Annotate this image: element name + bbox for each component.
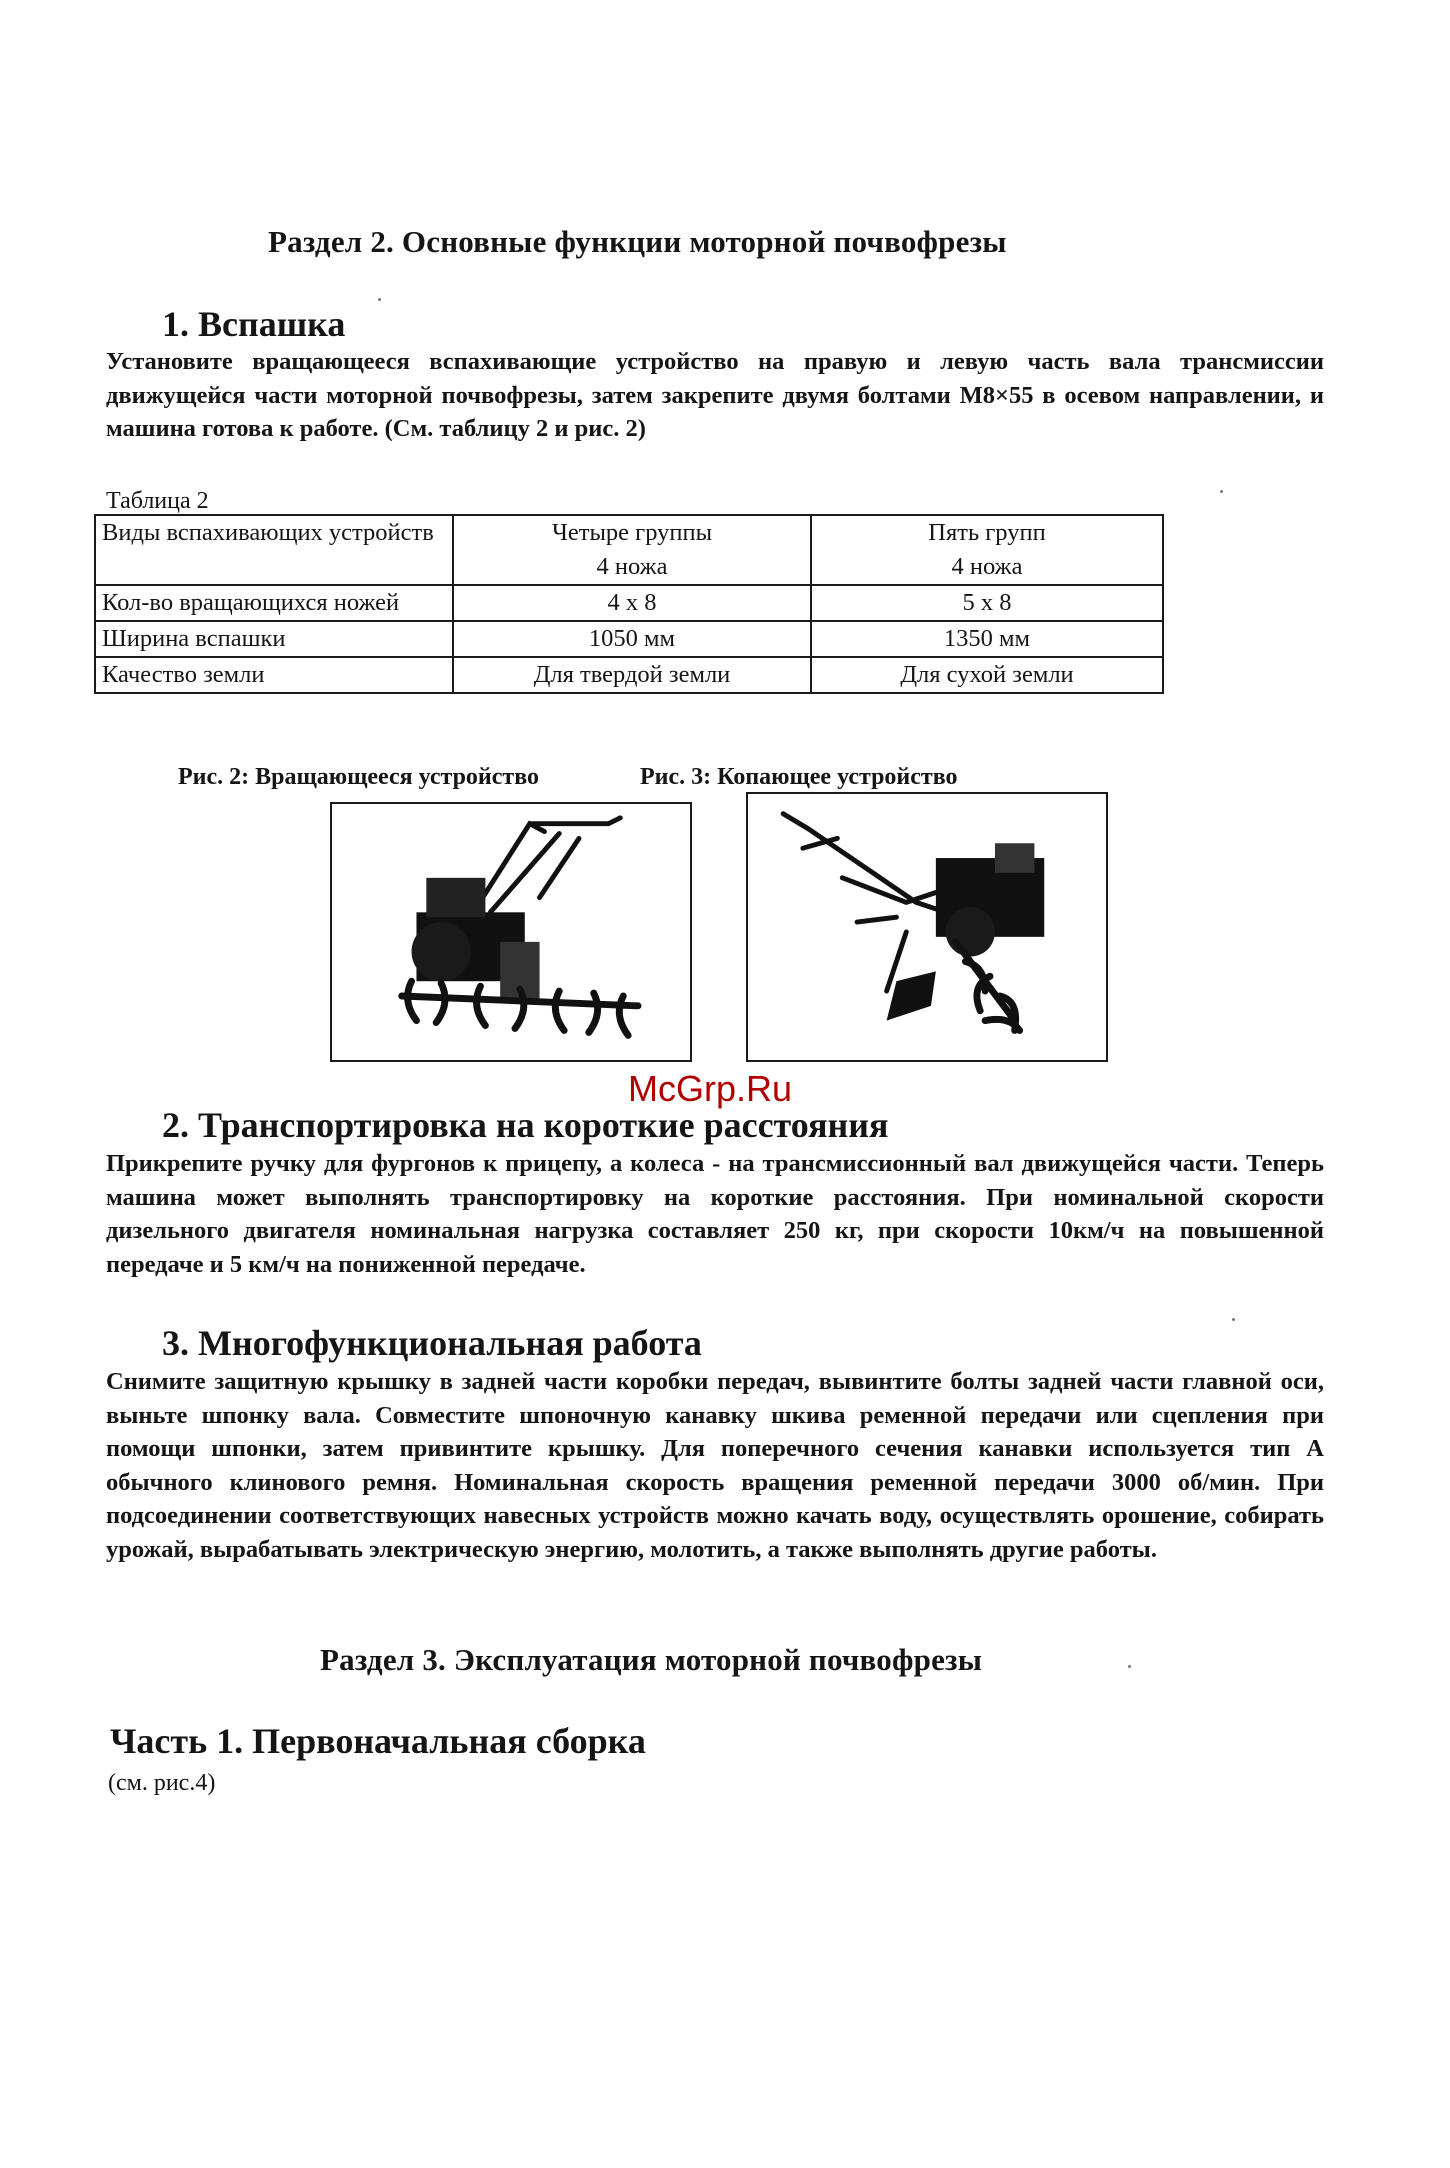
table-cell: 5 х 8 <box>811 585 1163 621</box>
scan-speck <box>1232 1318 1235 1321</box>
table-cell: Четыре группы 4 ножа <box>453 515 811 585</box>
part-1-heading: Часть 1. Первоначальная сборка <box>110 1721 646 1761</box>
table-row <box>95 657 1163 693</box>
table-caption: Таблица 2 <box>106 488 209 514</box>
part-1-note: (см. рис.4) <box>108 1770 216 1796</box>
rotary-tiller-illustration <box>332 804 690 1060</box>
table-cell: Пять групп 4 ножа <box>811 515 1163 585</box>
figure-2-rotary-tiller <box>330 802 692 1062</box>
scan-speck <box>1220 490 1223 493</box>
table-cell: Для сухой земли <box>811 657 1163 693</box>
spec-table <box>94 514 1164 694</box>
multifunction-text: Снимите защитную крышку в задней части коробки передач, вывинтите болты задней части главной оси, выньте шпонку вала. Совместите шпоночную канавку шкива ременной передачи или сцепления при помощи шпонки, затем привинтите крышку. Для поперечного сечения канавки используется тип А обычного клинового ремня. Номинальная скорость вращения ременной передачи 3000 об/мин. При подсоединении соответствующих навесных устройств можно качать воду, осуществлять орошение, собирать урожай, вырабатывать электрическую энергию, молотить, а также выполнять другие работы. <box>106 1368 1324 1563</box>
table-row <box>95 621 1163 657</box>
plowing-heading: 1. Вспашка <box>162 304 346 344</box>
table-row <box>95 515 1163 585</box>
table-cell: Для твердой земли <box>453 657 811 693</box>
section-2-title: Раздел 2. Основные функции моторной почвофрезы <box>268 224 1007 259</box>
plowing-text: Установите вращающееся вспахивающие устройство на правую и левую часть вала трансмиссии движущейся части моторной почвофрезы, затем закрепите двумя болтами М8×55 в осевом направлении, и машина готова к работе. (См. таблицу 2 и рис. 2) <box>106 348 1324 442</box>
digging-device-illustration <box>748 794 1106 1060</box>
table-row <box>95 585 1163 621</box>
figure-2-caption: Рис. 2: Вращающееся устройство <box>178 764 539 790</box>
table-row-label: Виды вспахивающих устройств <box>95 515 453 585</box>
table-cell: 1050 мм <box>453 621 811 657</box>
figure-3-digging-device <box>746 792 1108 1062</box>
watermark: McGrp.Ru <box>628 1068 793 1109</box>
transport-text: Прикрепите ручку для фургонов к прицепу, а колеса - на трансмиссионный вал движущейся части. Теперь машина может выполнять транспортировку на короткие расстояния. При номинальной скорости дизельного двигателя номинальная нагрузка составляет 250 кг, при скорости 10км/ч на повышенной передаче и 5 км/ч на пониженной передаче. <box>106 1150 1324 1278</box>
table-row-label: Кол-во вращающихся ножей <box>95 585 453 621</box>
multifunction-heading: 3. Многофункциональная работа <box>162 1323 702 1363</box>
table-cell: 1350 мм <box>811 621 1163 657</box>
figure-3-caption: Рис. 3: Копающее устройство <box>640 764 958 790</box>
table-row-label: Качество земли <box>95 657 453 693</box>
scan-speck <box>1128 1665 1131 1668</box>
scan-speck <box>378 298 381 301</box>
table-cell: 4 х 8 <box>453 585 811 621</box>
section-3-title: Раздел 3. Эксплуатация моторной почвофрезы <box>320 1642 983 1677</box>
table-row-label: Ширина вспашки <box>95 621 453 657</box>
transport-heading: 2. Транспортировка на короткие расстояния <box>162 1105 889 1145</box>
